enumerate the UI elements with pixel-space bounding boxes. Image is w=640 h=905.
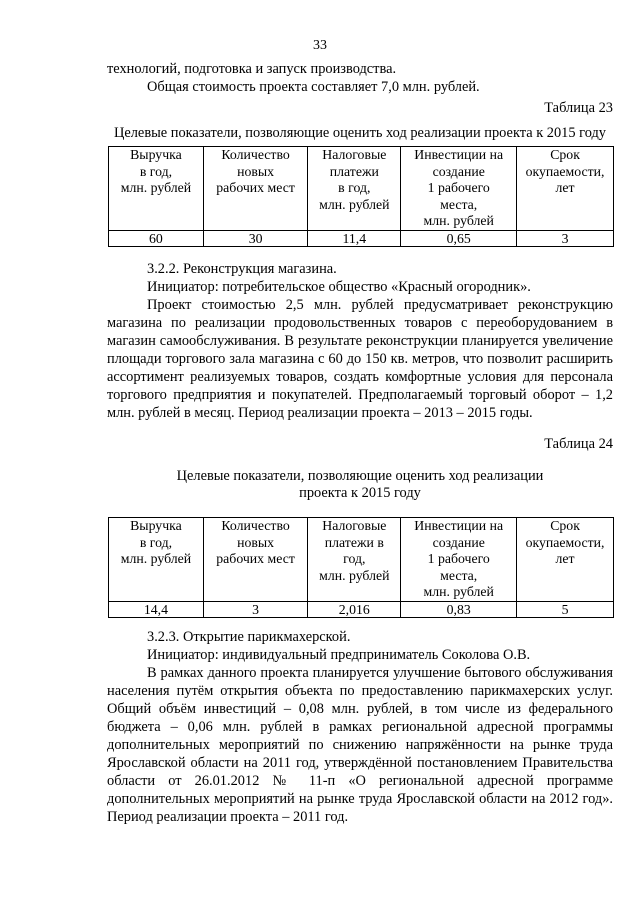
section-323-initiator: Инициатор: индивидуальный предприниматель Соколова О.В. xyxy=(147,647,531,663)
top-paragraph xyxy=(107,60,613,96)
page-number: 33 xyxy=(313,38,327,53)
table24-value-taxes: 2,016 xyxy=(308,601,401,617)
section-322 xyxy=(107,260,613,422)
table23-header-payback: Срок окупаемости, лет xyxy=(517,147,614,231)
table23-values-row xyxy=(109,230,614,246)
table23-value-jobs: 30 xyxy=(203,230,307,246)
section-322-body: Проект стоимостью 2,5 млн. рублей предусматривает реконструкцию магазина по реализации продовольственных товаров с переоборудованием в магазин самообслуживания. В результате реконструкции планируется увеличение площади торгового зала магазина с 60 до 150 кв. метров, что позволит расширить ассортимент реализуемых товаров, создать комфортные условия для персонала торгового предприятия и покупателей. Предполагаемый торговый оборот – 1,2 млн. рублей в месяц. Период реализации проекта – 2013 – 2015 годы. xyxy=(107,297,613,421)
table24-caption xyxy=(107,468,613,502)
table24-header-investment: Инвестиции на создание 1 рабочего места, млн. рублей xyxy=(401,518,517,602)
table24-caption-line2: проекта к 2015 году xyxy=(299,485,421,501)
table24-caption-line1: Целевые показатели, позволяющие оценить ход реализации xyxy=(176,468,544,484)
table23-header-revenue: Выручка в год, млн. рублей xyxy=(109,147,204,231)
table24 xyxy=(108,517,614,618)
table23-header-jobs: Количество новых рабочих мест xyxy=(203,147,307,231)
top-paragraph-line2: Общая стоимость проекта составляет 7,0 млн. рублей. xyxy=(147,79,480,95)
table24-header-revenue: Выручка в год, млн. рублей xyxy=(109,518,204,602)
table23-value-payback: 3 xyxy=(517,230,614,246)
section-323-heading: 3.2.3. Открытие парикмахерской. xyxy=(147,629,351,645)
section-322-heading: 3.2.2. Реконструкция магазина. xyxy=(147,261,337,277)
section-322-initiator: Инициатор: потребительское общество «Красный огородник». xyxy=(147,279,531,295)
table23-value-revenue: 60 xyxy=(109,230,204,246)
top-paragraph-line1: технологий, подготовка и запуск производства. xyxy=(107,61,397,77)
table24-value-payback: 5 xyxy=(517,601,614,617)
table23-header-investment: Инвестиции на создание 1 рабочего места, млн. рублей xyxy=(401,147,517,231)
table24-value-investment: 0,83 xyxy=(401,601,517,617)
table24-value-jobs: 3 xyxy=(203,601,307,617)
table23-label: Таблица 23 xyxy=(544,100,613,116)
table24-header-payback: Срок окупаемости, лет xyxy=(517,518,614,602)
table24-value-revenue: 14,4 xyxy=(109,601,204,617)
table24-header-jobs: Количество новых рабочих мест xyxy=(203,518,307,602)
table24-label: Таблица 24 xyxy=(544,436,613,452)
table24-header-taxes: Налоговые платежи в год, млн. рублей xyxy=(308,518,401,602)
section-323 xyxy=(107,628,613,826)
table23-header-taxes: Налоговые платежи в год, млн. рублей xyxy=(308,147,401,231)
table24-values-row xyxy=(109,601,614,617)
table23-value-investment: 0,65 xyxy=(401,230,517,246)
section-323-body: В рамках данного проекта планируется улучшение бытового обслуживания населения путём открытия объекта по предоставлению парикмахерских услуг. Общий объём инвестиций – 0,08 млн. рублей, в том числе из федерального бюджета – 0,06 млн. рублей в рамках региональной адресной программы дополнительных мероприятий по снижению напряжённости на рынке труда Ярославской области на 2011 год, утверждённой постановлением Правительства области от 26.01.2012 № 11-п «О региональной адресной программе дополнительных мероприятий на рынке труда Ярославской области на 2012 год». Период реализации проекта – 2011 год. xyxy=(107,665,613,825)
table23-value-taxes: 11,4 xyxy=(308,230,401,246)
table24-header-row xyxy=(109,518,614,602)
table23-caption: Целевые показатели, позволяющие оценить ход реализации проекта к 2015 году xyxy=(113,125,607,141)
table23-header-row xyxy=(109,147,614,231)
table23 xyxy=(108,146,614,247)
